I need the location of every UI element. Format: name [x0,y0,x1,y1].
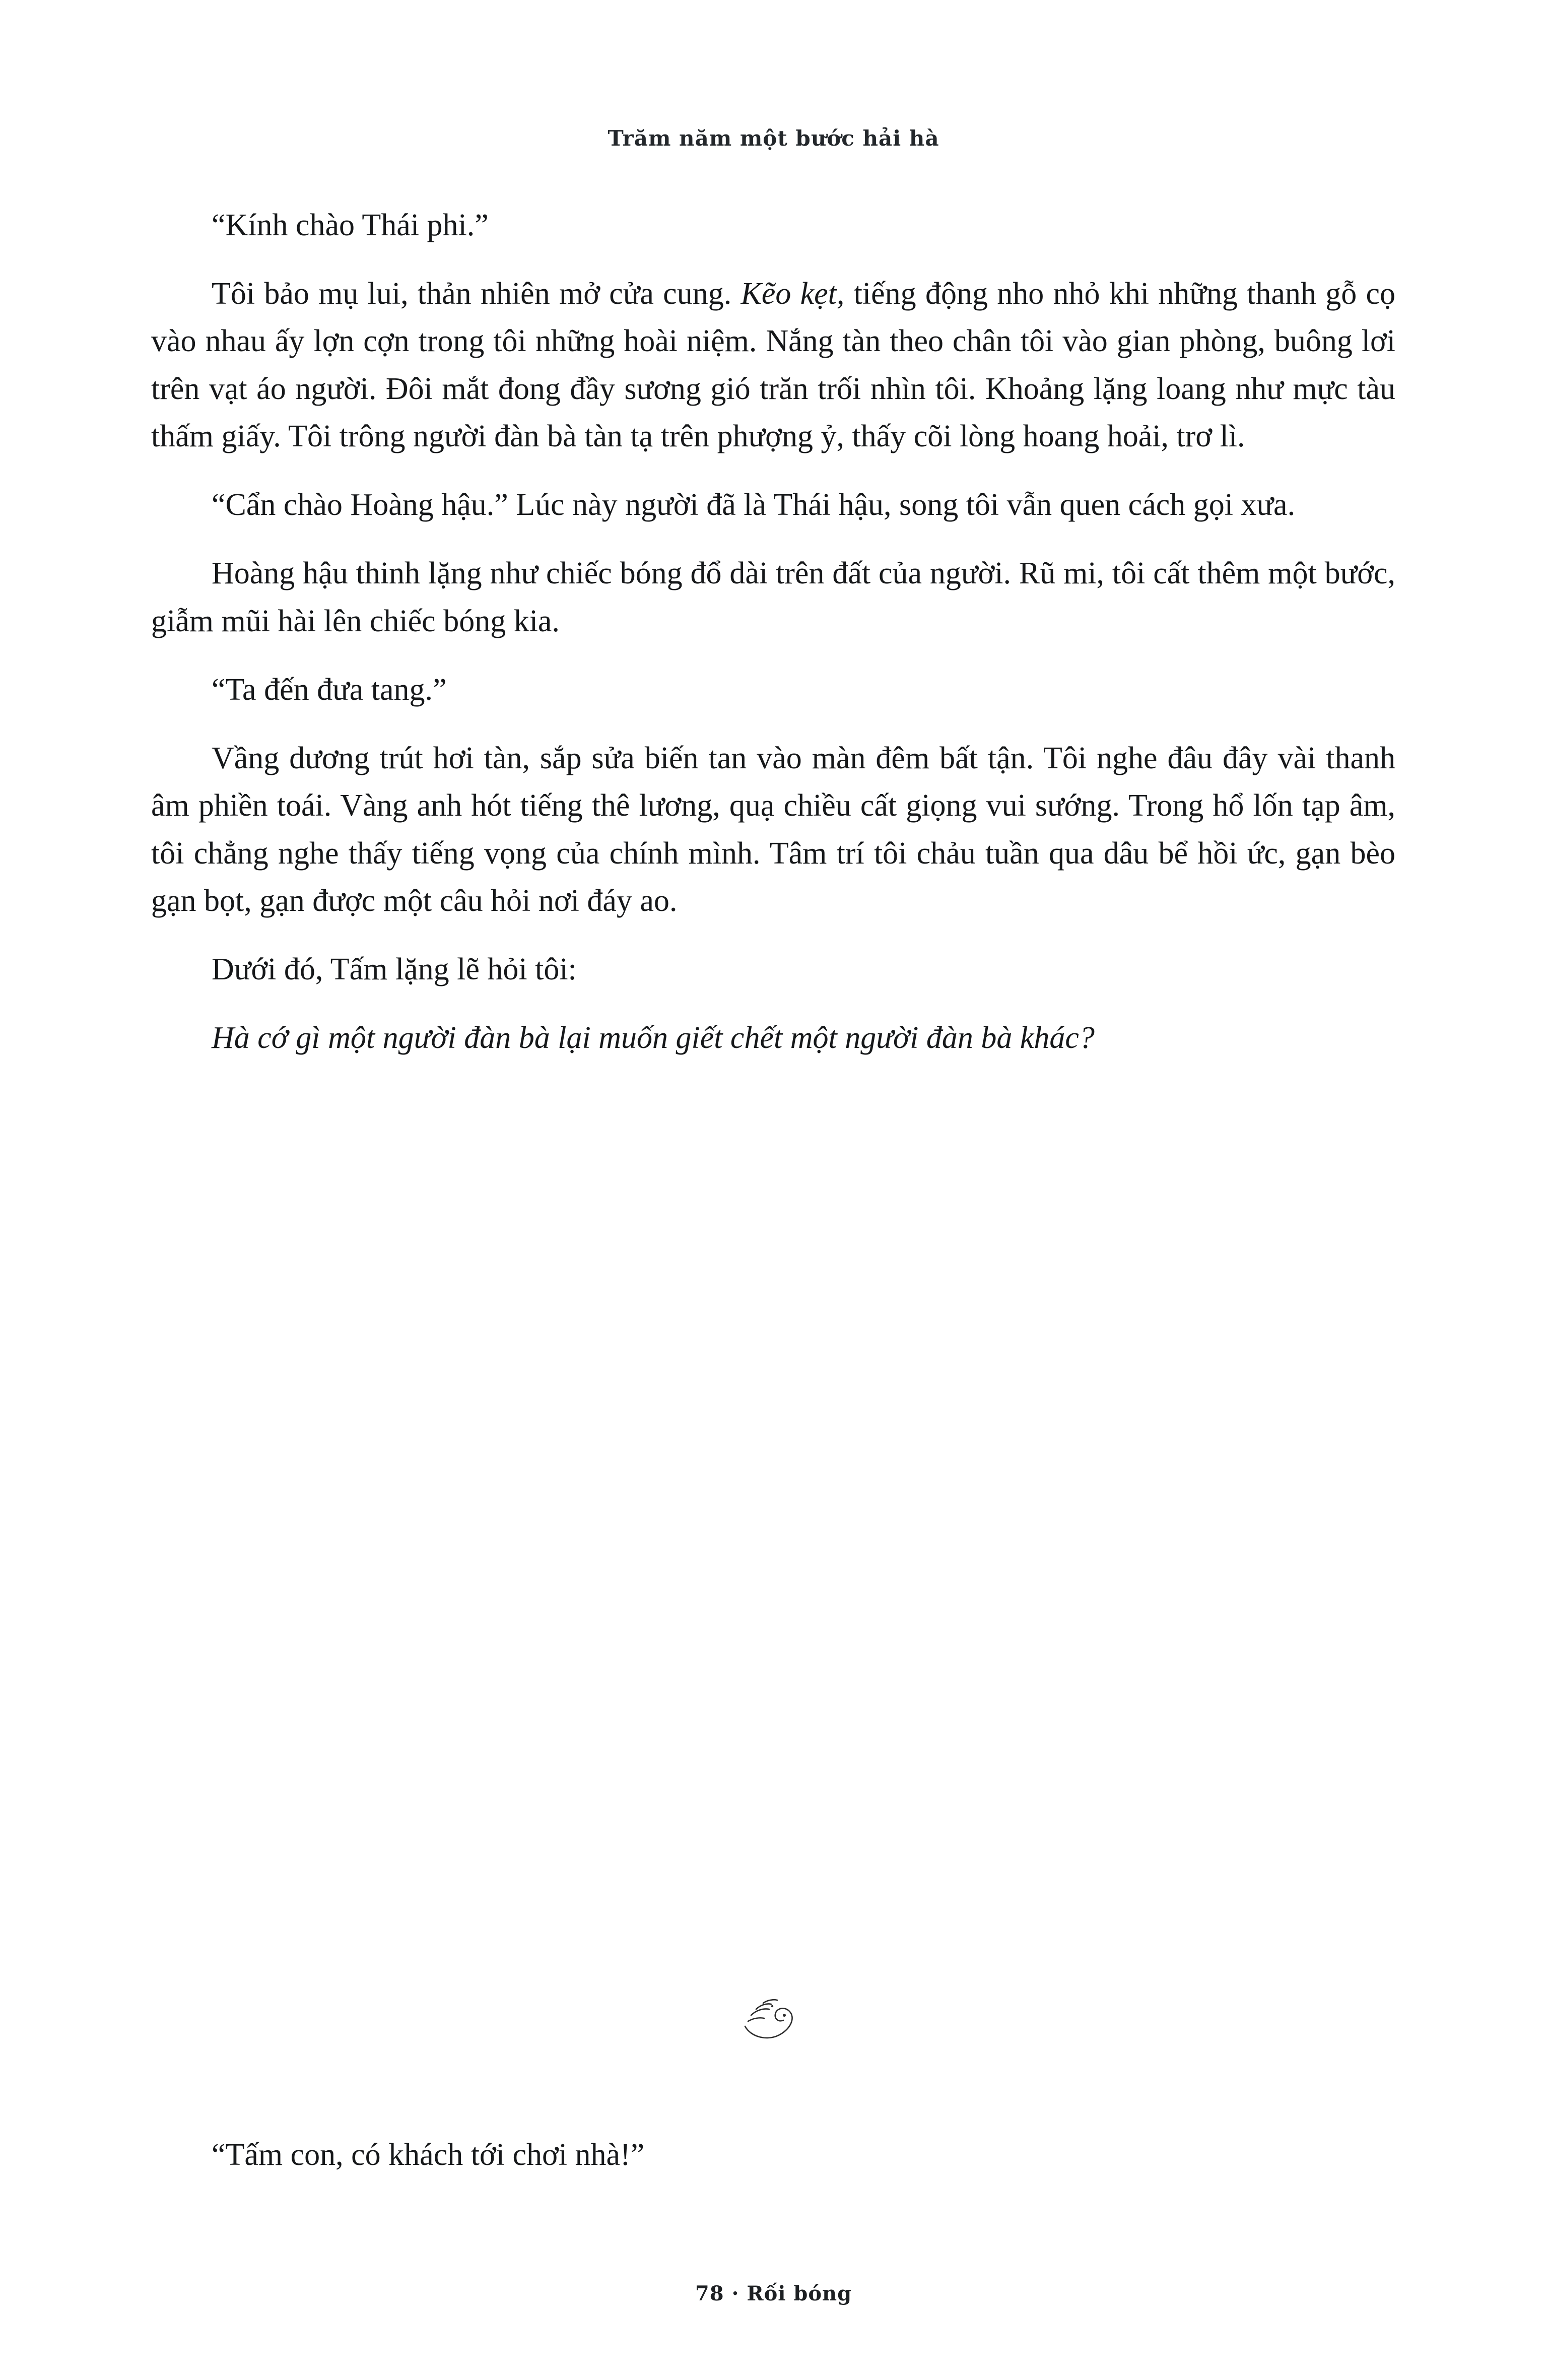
emphasis-text: Kẽo kẹt, [741,277,845,311]
paragraph: Dưới đó, Tấm lặng lẽ hỏi tôi: [212,952,577,987]
paragraph: “Ta đến đưa tang.” [212,672,447,707]
paragraph-lead: Tôi bảo mụ lui, thản nhiên mở cửa cung. [212,277,741,311]
paragraph-italic: Hà cớ gì một người đàn bà lại muốn giết chết một người đàn bà khác? [212,1021,1095,1055]
paragraph: “Cẩn chào Hoàng hậu.” Lúc này người đã là Thái hậu, song tôi vẫn quen cách gọi xưa. [212,488,1296,522]
body-text [151,202,1395,1062]
paragraph [151,270,1395,460]
wave-flourish-icon [741,2037,806,2045]
paragraph: “Kính chào Thái phi.” [212,208,489,242]
paragraph: Hoàng hậu thinh lặng như chiếc bóng đổ dài trên đất của người. Rũ mi, tôi cất thêm một bước, giẫm mũi hài lên chiếc bóng kia. [151,556,1395,638]
section-break [0,1995,1547,2051]
paragraph: Vầng dương trút hơi tàn, sắp sửa biến tan vào màn đêm bất tận. Tôi nghe đâu đây vài thanh âm phiền toái. Vàng anh hót tiếng thê lương, quạ chiều cất giọng vui sướng. Trong hổ lốn tạp âm, tôi chẳng nghe thấy tiếng vọng của chính mình. Tâm trí tôi chảu tuần qua dâu bể hồi ức, gạn bèo gạn bọt, gạn được một câu hỏi nơi đáy ao. [151,741,1395,918]
body-text-after-break [151,2131,1395,2178]
page-folio: 78 · Rối bóng [695,2282,852,2305]
paragraph: “Tấm con, có khách tới chơi nhà!” [212,2138,645,2172]
running-head: Trăm năm một bước hải hà [608,126,939,151]
paragraph-rest: tiếng động nho nhỏ khi những thanh gỗ cọ vào nhau ấy lợn cợn trong tôi những hoài niệm. Nắng tàn theo chân tôi vào gian phòng, buông lơi trên vạt áo người. Đôi mắt đong đầy sương gió trăn trối nhìn tôi. Khoảng lặng loang như mực tàu thấm giấy. Tôi trông người đàn bà tàn tạ trên phượng ỷ, thấy cõi lòng hoang hoải, trơ lì. [151,277,1395,453]
